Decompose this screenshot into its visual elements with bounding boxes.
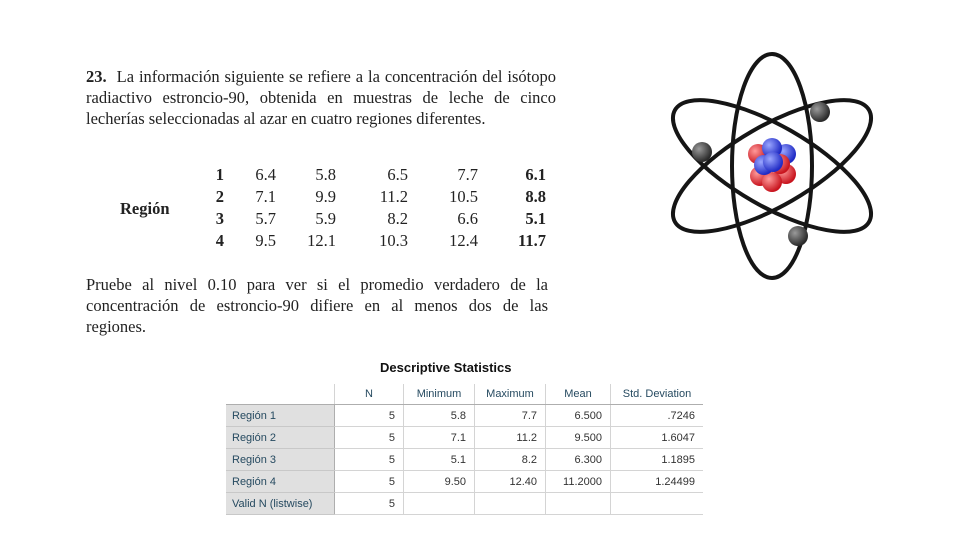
stats-cell: 9.500 bbox=[546, 427, 611, 449]
stats-cell: 5 bbox=[335, 471, 404, 493]
data-cell: 8.2 bbox=[387, 209, 408, 228]
region-number: 4 bbox=[215, 231, 224, 250]
data-cell: 7.7 bbox=[457, 165, 478, 184]
stats-cell: 11.2 bbox=[475, 427, 546, 449]
stats-header: Maximum bbox=[475, 384, 546, 405]
problem-intro bbox=[86, 66, 556, 129]
stats-header: N bbox=[335, 384, 404, 405]
stats-cell: 12.40 bbox=[475, 471, 546, 493]
data-cell: 11.2 bbox=[379, 187, 408, 206]
stats-cell: 5 bbox=[335, 493, 404, 515]
data-row bbox=[212, 231, 552, 251]
stats-cell: 7.7 bbox=[475, 405, 546, 427]
stats-cell bbox=[404, 493, 475, 515]
stats-cell: 5.1 bbox=[404, 449, 475, 471]
problem-question: Pruebe al nivel 0.10 para ver si el promedio verdadero de la concentración de estroncio-90 difiere en al menos dos de las regiones. bbox=[86, 275, 548, 336]
nucleus bbox=[748, 138, 796, 192]
data-row bbox=[212, 165, 552, 185]
electron bbox=[810, 102, 830, 122]
stats-header: Std. Deviation bbox=[611, 384, 704, 405]
stats-row-label: Región 4 bbox=[226, 471, 335, 493]
data-cell: 10.3 bbox=[379, 231, 408, 250]
data-cell: 11.7 bbox=[518, 231, 546, 250]
electron bbox=[692, 142, 712, 162]
stats-cell: 1.24499 bbox=[611, 471, 704, 493]
stats-title: Descriptive Statistics bbox=[380, 360, 512, 375]
stats-cell: 6.500 bbox=[546, 405, 611, 427]
stats-cell bbox=[611, 493, 704, 515]
stats-row-label: Valid N (listwise) bbox=[226, 493, 335, 515]
data-table bbox=[120, 165, 550, 255]
data-cell: 5.8 bbox=[315, 165, 336, 184]
data-cell: 7.1 bbox=[255, 187, 276, 206]
data-cell: 6.6 bbox=[457, 209, 478, 228]
data-cell: 5.1 bbox=[525, 209, 546, 228]
region-number: 3 bbox=[215, 209, 224, 228]
stats-row bbox=[226, 471, 703, 493]
stats-cell: .7246 bbox=[611, 405, 704, 427]
stats-cell: 11.2000 bbox=[546, 471, 611, 493]
region-number: 2 bbox=[215, 187, 224, 206]
data-cell: 8.8 bbox=[525, 187, 546, 206]
data-cell: 10.5 bbox=[449, 187, 478, 206]
data-cell: 5.9 bbox=[315, 209, 336, 228]
stats-cell: 8.2 bbox=[475, 449, 546, 471]
stats-cell: 9.50 bbox=[404, 471, 475, 493]
stats-cell: 1.6047 bbox=[611, 427, 704, 449]
stats-header: Minimum bbox=[404, 384, 475, 405]
problem-intro-text: La información siguiente se refiere a la concentración del isótopo radiactivo estroncio-90, obtenida en muestras de leche de cinco lecherías seleccionadas al azar en cuatro regiones diferentes. bbox=[86, 67, 556, 128]
stats-row bbox=[226, 493, 703, 515]
region-label: Región bbox=[120, 199, 170, 218]
data-cell: 6.4 bbox=[255, 165, 276, 184]
problem-number: 23. bbox=[86, 67, 107, 86]
data-cell: 12.4 bbox=[449, 231, 478, 250]
region-number: 1 bbox=[215, 165, 224, 184]
stats-cell: 7.1 bbox=[404, 427, 475, 449]
stats-row bbox=[226, 405, 703, 427]
atom-icon bbox=[668, 50, 928, 285]
data-cell: 6.5 bbox=[387, 165, 408, 184]
stats-row bbox=[226, 449, 703, 471]
stats-header-row bbox=[226, 384, 703, 405]
data-cell: 5.7 bbox=[255, 209, 276, 228]
stats-cell: 5.8 bbox=[404, 405, 475, 427]
stats-cell: 5 bbox=[335, 427, 404, 449]
stats-row-label: Región 1 bbox=[226, 405, 335, 427]
data-cell: 9.5 bbox=[255, 231, 276, 250]
stats-cell bbox=[546, 493, 611, 515]
stats-header: Mean bbox=[546, 384, 611, 405]
electron bbox=[788, 226, 808, 246]
stats-cell bbox=[475, 493, 546, 515]
stats-row bbox=[226, 427, 703, 449]
data-cell: 6.1 bbox=[525, 165, 546, 184]
stats-cell: 6.300 bbox=[546, 449, 611, 471]
stats-header-blank bbox=[226, 384, 335, 405]
stats-cell: 5 bbox=[335, 405, 404, 427]
problem-23 bbox=[86, 66, 556, 336]
data-cell: 12.1 bbox=[307, 231, 336, 250]
stats-cell: 5 bbox=[335, 449, 404, 471]
data-row bbox=[212, 209, 552, 229]
stats-row-label: Región 3 bbox=[226, 449, 335, 471]
data-cell: 9.9 bbox=[315, 187, 336, 206]
stats-cell: 1.1895 bbox=[611, 449, 704, 471]
descriptive-statistics-table bbox=[226, 384, 703, 515]
stats-row-label: Región 2 bbox=[226, 427, 335, 449]
data-row bbox=[212, 187, 552, 207]
